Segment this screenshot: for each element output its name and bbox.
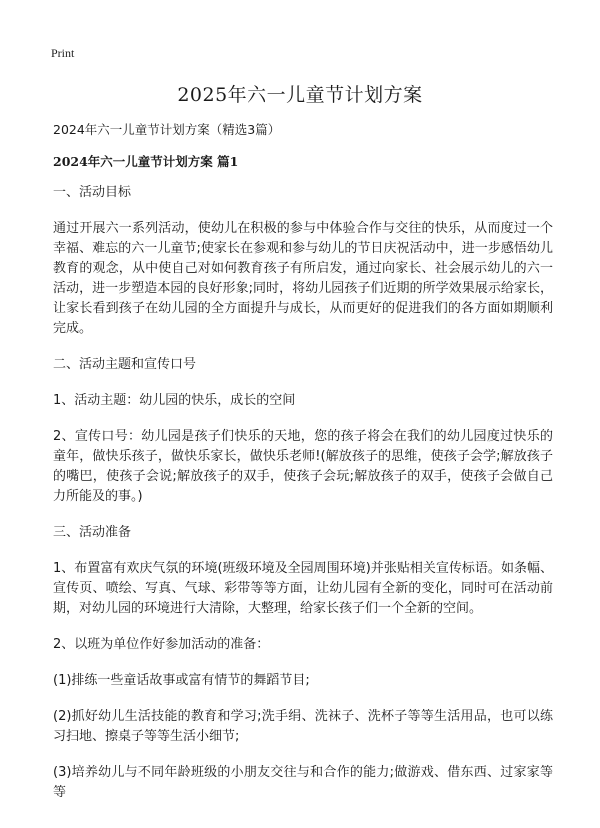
paragraph: 2、以班为单位作好参加活动的准备： xyxy=(53,637,270,652)
paragraph: 1、布置富有欢庆气氛的环境(班级环境及全园周围环境)并张贴相关宣传标语。如条幅、宣传页、喷绘、写真、气球、彩带等等方面，让幼儿园有全新的变化，同时可在活动前期，对幼儿园的环境进行大清除，大整理，给家长孩子们一个全新的空间。 xyxy=(53,561,553,616)
section-title: 2024年六一儿童节计划方案 篇1 xyxy=(53,154,239,169)
print-link[interactable]: Print xyxy=(51,46,75,60)
section-heading: 一、活动目标 xyxy=(53,185,132,200)
paragraph: (3)培养幼儿与不同年龄班级的小朋友交往与和合作的能力;做游戏、借东西、过家家等等 xyxy=(53,765,553,800)
paragraph: (1)排练一些童话故事或富有情节的舞蹈节目; xyxy=(53,673,310,688)
paragraph: 2、宣传口号：幼儿园是孩子们快乐的天地，您的孩子将会在我们的幼儿园度过快乐的童年，做快乐孩子，做快乐家长，做快乐老师!(解放孩子的思维，使孩子会学;解放孩子的嘴巴，使孩子会说;解放孩子的双手，使孩子会玩;解放孩子的双手，使孩子会做自己力所能及的事。) xyxy=(53,429,553,504)
paragraph: 1、活动主题：幼儿园的快乐，成长的空间 xyxy=(53,393,296,408)
document-body xyxy=(53,120,553,819)
content-blocks xyxy=(53,183,553,803)
document-title: 2025年六一儿童节计划方案 xyxy=(177,84,423,106)
paragraph: (2)抓好幼儿生活技能的教育和学习;洗手绢、洗袜子、洗杯子等等生活用品，也可以练习扫地、擦桌子等等生活小细节; xyxy=(53,709,553,744)
section-heading: 二、活动主题和宣传口号 xyxy=(53,357,197,372)
paragraph: 通过开展六一系列活动，使幼儿在积极的参与中体验合作与交往的快乐，从而度过一个幸福、难忘的六一儿童节;使家长在参观和参与幼儿的节日庆祝活动中，进一步感悟幼儿教育的观念，从中使自己对如何教育孩子有所启发，通过向家长、社会展示幼儿的六一活动，进一步塑造本园的良好形象;同时，将幼儿园孩子们近期的所学效果展示给家长，让家长看到孩子在幼儿园的全方面提升与成长，从而更好的促进我们的各方面如期顺利完成。 xyxy=(53,221,553,336)
section-heading: 三、活动准备 xyxy=(53,525,132,540)
document-subtitle: 2024年六一儿童节计划方案（精选3篇） xyxy=(53,122,281,137)
